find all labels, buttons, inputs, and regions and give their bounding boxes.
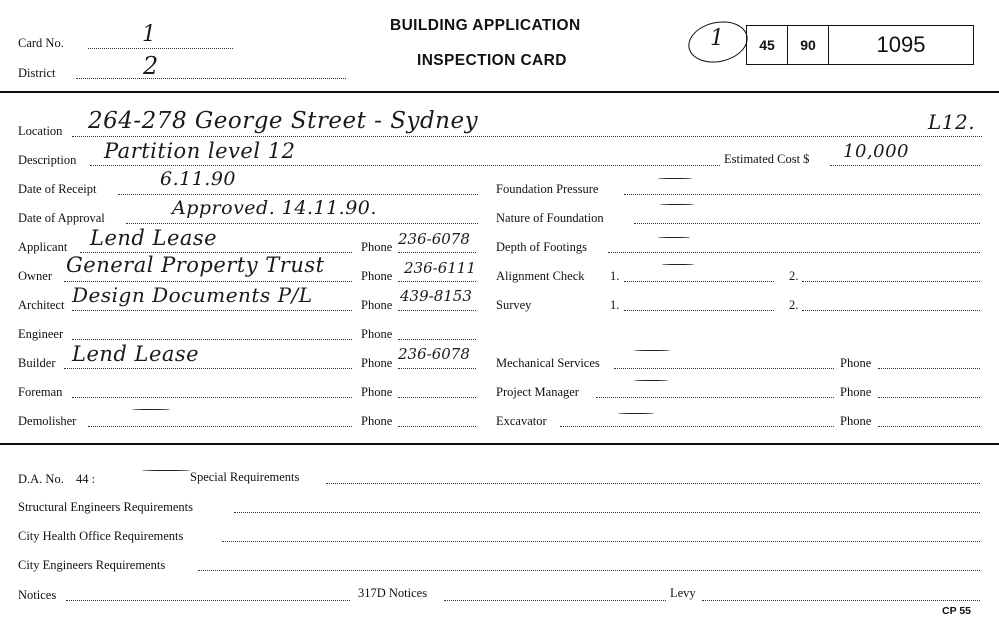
code-box-b [787,25,829,65]
demolisher-phone-label: Phone [361,414,393,428]
mechanical-phone-dotted-line [878,368,980,369]
estimated-cost-label: Estimated Cost $ [724,152,810,166]
date-approval-dotted-line [126,223,478,224]
owner-label: Owner [18,269,53,283]
owner-phone-label: Phone [361,269,393,283]
foreman-phone-dotted-line [398,397,476,398]
excavator-label: Excavator [496,414,547,428]
mechanical-phone-label: Phone [840,356,872,370]
structural-label: Structural Engineers Requirements [18,500,193,514]
architect-value: Design Documents P/L [72,283,313,307]
description-label: Description [18,153,77,167]
levy-dotted-line [702,600,980,601]
demolisher-dash [132,409,170,410]
district-dotted-line [76,78,346,79]
notices-label: Notices [18,588,57,602]
location-value: 264-278 George Street - Sydney [88,108,479,134]
depth-footings-label: Depth of Footings [496,240,587,254]
da-no-value: 44 : [76,472,96,486]
architect-phone-dotted-line [398,310,476,311]
project-manager-dash [634,380,668,381]
project-manager-dotted-line [596,397,834,398]
foreman-dotted-line [72,397,352,398]
owner-value: General Property Trust [66,253,325,277]
builder-dotted-line [64,368,352,369]
city-engineers-label: City Engineers Requirements [18,558,166,572]
card-no-value: 1 [142,22,157,47]
applicant-phone-label: Phone [361,240,393,254]
excavator-dotted-line [560,426,834,427]
date-receipt-value: 6.11.90 [160,168,237,190]
estimated-cost-value: 10,000 [843,141,909,162]
notices-317d-dotted-line [444,600,666,601]
applicant-value: Lend Lease [90,226,218,250]
card-title-line2: INSPECTION CARD [417,52,567,69]
survey-label: Survey [496,298,532,312]
survey-1-dotted-line [624,310,774,311]
mechanical-dotted-line [614,368,834,369]
excavator-phone-label: Phone [840,414,872,428]
project-manager-phone-label: Phone [840,385,872,399]
date-receipt-label: Date of Receipt [18,182,97,196]
notices-317d-label: 317D Notices [358,586,428,600]
alignment-check-num-2: 2. [789,269,799,283]
nature-foundation-label: Nature of Foundation [496,211,604,225]
location-level: L12. [928,110,976,134]
depth-footings-dash [658,237,690,238]
city-engineers-dotted-line [198,570,980,571]
builder-value: Lend Lease [72,342,200,366]
survey-num-1: 1. [610,298,620,312]
owner-phone-value: 236-6111 [404,259,476,277]
circled-number: 1 [710,26,725,51]
da-no-dash [142,470,190,471]
code-box-b-value: 90 [800,37,816,53]
foundation-pressure-label: Foundation Pressure [496,182,599,196]
engineer-phone-dotted-line [398,339,476,340]
card-no-dotted-line [88,48,233,49]
notices-dotted-line [66,600,350,601]
excavator-dash [618,413,654,414]
architect-phone-label: Phone [361,298,393,312]
applicant-label: Applicant [18,240,68,254]
demolisher-phone-dotted-line [398,426,476,427]
alignment-check-label: Alignment Check [496,269,585,283]
location-dotted-line [72,136,982,137]
code-box-a [746,25,788,65]
da-no-label: D.A. No. [18,472,64,486]
date-receipt-dotted-line [118,194,478,195]
builder-label: Builder [18,356,56,370]
builder-phone-dotted-line [398,368,476,369]
code-box-c-value: 1095 [876,32,926,57]
code-box-c [828,25,974,65]
engineer-label: Engineer [18,327,64,341]
engineer-dotted-line [72,339,352,340]
foreman-label: Foreman [18,385,63,399]
architect-label: Architect [18,298,65,312]
architect-dotted-line [72,310,352,311]
health-dotted-line [222,541,980,542]
alignment-check-dash [662,264,694,265]
card-no-label: Card No. [18,36,64,50]
estimated-cost-dotted-line [830,165,980,166]
nature-foundation-dotted-line [634,223,980,224]
builder-phone-value: 236-6078 [398,345,470,363]
description-value: Partition level 12 [104,139,296,163]
foreman-phone-label: Phone [361,385,393,399]
survey-2-dotted-line [802,310,980,311]
special-req-label: Special Requirements [190,470,300,484]
demolisher-label: Demolisher [18,414,77,428]
foundation-pressure-dotted-line [624,194,980,195]
builder-phone-label: Phone [361,356,393,370]
foundation-pressure-dash [658,178,692,179]
owner-dotted-line [64,281,352,282]
mechanical-label: Mechanical Services [496,356,600,370]
district-value: 2 [143,52,159,80]
date-approval-label: Date of Approval [18,211,105,225]
date-approval-value: Approved. 14.11.90. [172,197,377,219]
footer-divider [0,443,999,445]
alignment-check-num-1: 1. [610,269,620,283]
applicant-phone-value: 236-6078 [398,230,470,248]
code-box-a-value: 45 [759,37,775,53]
location-label: Location [18,124,63,138]
project-manager-phone-dotted-line [878,397,980,398]
owner-phone-dotted-line [398,281,476,282]
nature-foundation-dash [660,204,694,205]
levy-label: Levy [670,586,696,600]
depth-footings-dotted-line [608,252,980,253]
district-label: District [18,66,56,80]
architect-phone-value: 439-8153 [400,287,472,305]
demolisher-dotted-line [88,426,352,427]
form-code: CP 55 [942,605,971,617]
alignment-check-1-dotted-line [624,281,774,282]
alignment-check-2-dotted-line [802,281,980,282]
card-title-line1: BUILDING APPLICATION [390,17,581,34]
header-divider [0,91,999,93]
description-dotted-line [90,165,720,166]
mechanical-dash [634,350,670,351]
applicant-phone-dotted-line [398,252,476,253]
health-label: City Health Office Requirements [18,529,184,543]
survey-num-2: 2. [789,298,799,312]
excavator-phone-dotted-line [878,426,980,427]
structural-dotted-line [234,512,980,513]
special-req-dotted-line [326,483,980,484]
project-manager-label: Project Manager [496,385,579,399]
engineer-phone-label: Phone [361,327,393,341]
